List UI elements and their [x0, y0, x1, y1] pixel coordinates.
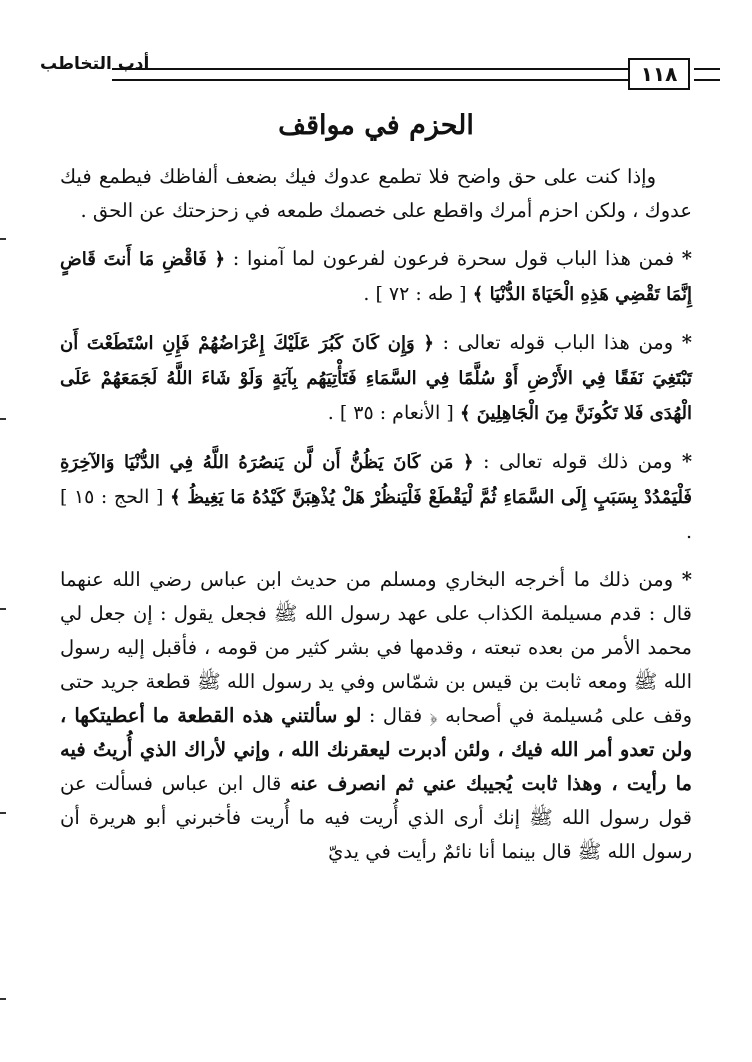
bullet-star: * [681, 331, 692, 354]
quran-quote: ﴿ مَن كَانَ يَظُنُّ أَن لَّن يَنصُرَهُ اللَّهُ فِي الدُّنْيَا وَالآخِرَةِ فَلْيَمْدُدْ بِسَبَبٍ إِلَى السَّمَاءِ ثُمَّ لْيَقْطَعْ فَلْيَنظُرْ هَلْ يُذْهِبَنَّ كَيْدُهُ مَا يَغِيظُ ﴾ [60, 452, 693, 508]
header-rule [112, 68, 628, 81]
hadith-bold-quote: لو سألتني هذه القطعة ما أعطيتكها ، ولن تعدو أمر الله فيك ، ولئن أدبرت ليعقرنك الله ، وإني لأراك الذي أُريتُ فيه ما رأيت ، وهذا ثابت يُجيبك عني ثم انصرف عنه [60, 704, 692, 795]
margin-mark [0, 418, 6, 420]
margin-mark [0, 812, 6, 814]
page-number: ١١٨ [628, 58, 690, 90]
bullet-star: * [681, 568, 692, 591]
bullet-star: * [681, 450, 693, 473]
item-paragraph [60, 445, 692, 549]
item-lead: ومن هذا الباب قوله تعالى : [442, 331, 674, 354]
item-paragraph [60, 326, 692, 431]
verse-reference: [ الحج : ١٥ ] . [60, 486, 692, 543]
quran-quote: ﴿ فَاقْضِ مَا أَنتَ قَاضٍ إِنَّمَا تَقْضِي هَذِهِ الْحَيَاةَ الدُّنْيَا ﴾ [60, 249, 692, 305]
hadith-text: ومن ذلك ما أخرجه البخاري ومسلم من حديث ابن عباس رضي الله عنهما قال : قدم مسيلمة الكذاب على عهد رسول الله ﷺ فجعل يقول : إن جعل لي محمد الأمر من بعده تبعته ، وقدمها في بشر كثير من قومه ، فأقبل إليه رسول الله ﷺ ومعه ثابت بن قيس بن شمّاس وفي يد رسول الله ﷺ قطعة جريد حتى وقف على مُسيلمة في أصحابه ﴿ فقال : [60, 568, 692, 727]
margin-mark [0, 998, 6, 1000]
running-title: أدب التخاطب [40, 54, 150, 74]
quran-quote: ﴿ وَإِن كَانَ كَبُرَ عَلَيْكَ إِعْرَاضُهُمْ فَإِنِ اسْتَطَعْتَ أَن تَبْتَغِيَ نَفَقًا فِي الأَرْضِ أَوْ سُلَّمًا فِي السَّمَاءِ فَتَأْتِيَهُم بِآيَةٍ وَلَوْ شَاءَ اللَّهُ لَجَمَعَهُمْ عَلَى الْهُدَى فَلا تَكُونَنَّ مِنَ الْجَاهِلِينَ ﴾ [60, 333, 692, 424]
page-header [40, 50, 720, 94]
item-paragraph [60, 242, 692, 312]
margin-mark [0, 238, 6, 240]
verse-reference: [ الأنعام : ٣٥ ] . [327, 402, 454, 424]
bullet-star: * [681, 247, 692, 270]
header-rule-right [694, 68, 720, 81]
intro-paragraph: وإذا كنت على حق واضح فلا تطمع عدوك فيك بضعف ألفاظك فيطمع فيك عدوك ، ولكن احزم أمرك واقطع على خصمك طمعه في زحزحتك عن الحق . [60, 165, 692, 222]
hadith-paragraph [60, 563, 692, 869]
page-body [60, 160, 692, 883]
verse-reference: [ طه : ٧٢ ] . [363, 283, 467, 305]
item-lead: ومن ذلك قوله تعالى : [483, 450, 673, 473]
hadith-text-continued: قال ابن عباس فسألت عن قول رسول الله ﷺ إنك أرى الذي أُريت فيه ما أُريت فأخبرني أبو هريرة أن رسول الله ﷺ قال بينما أنا نائمٌ رأيت في يديّ [60, 772, 692, 863]
margin-mark [0, 608, 6, 610]
section-title: الحزم في مواقف [278, 110, 474, 141]
item-lead: فمن هذا الباب قول سحرة فرعون لفرعون لما آمنوا : [232, 247, 675, 270]
